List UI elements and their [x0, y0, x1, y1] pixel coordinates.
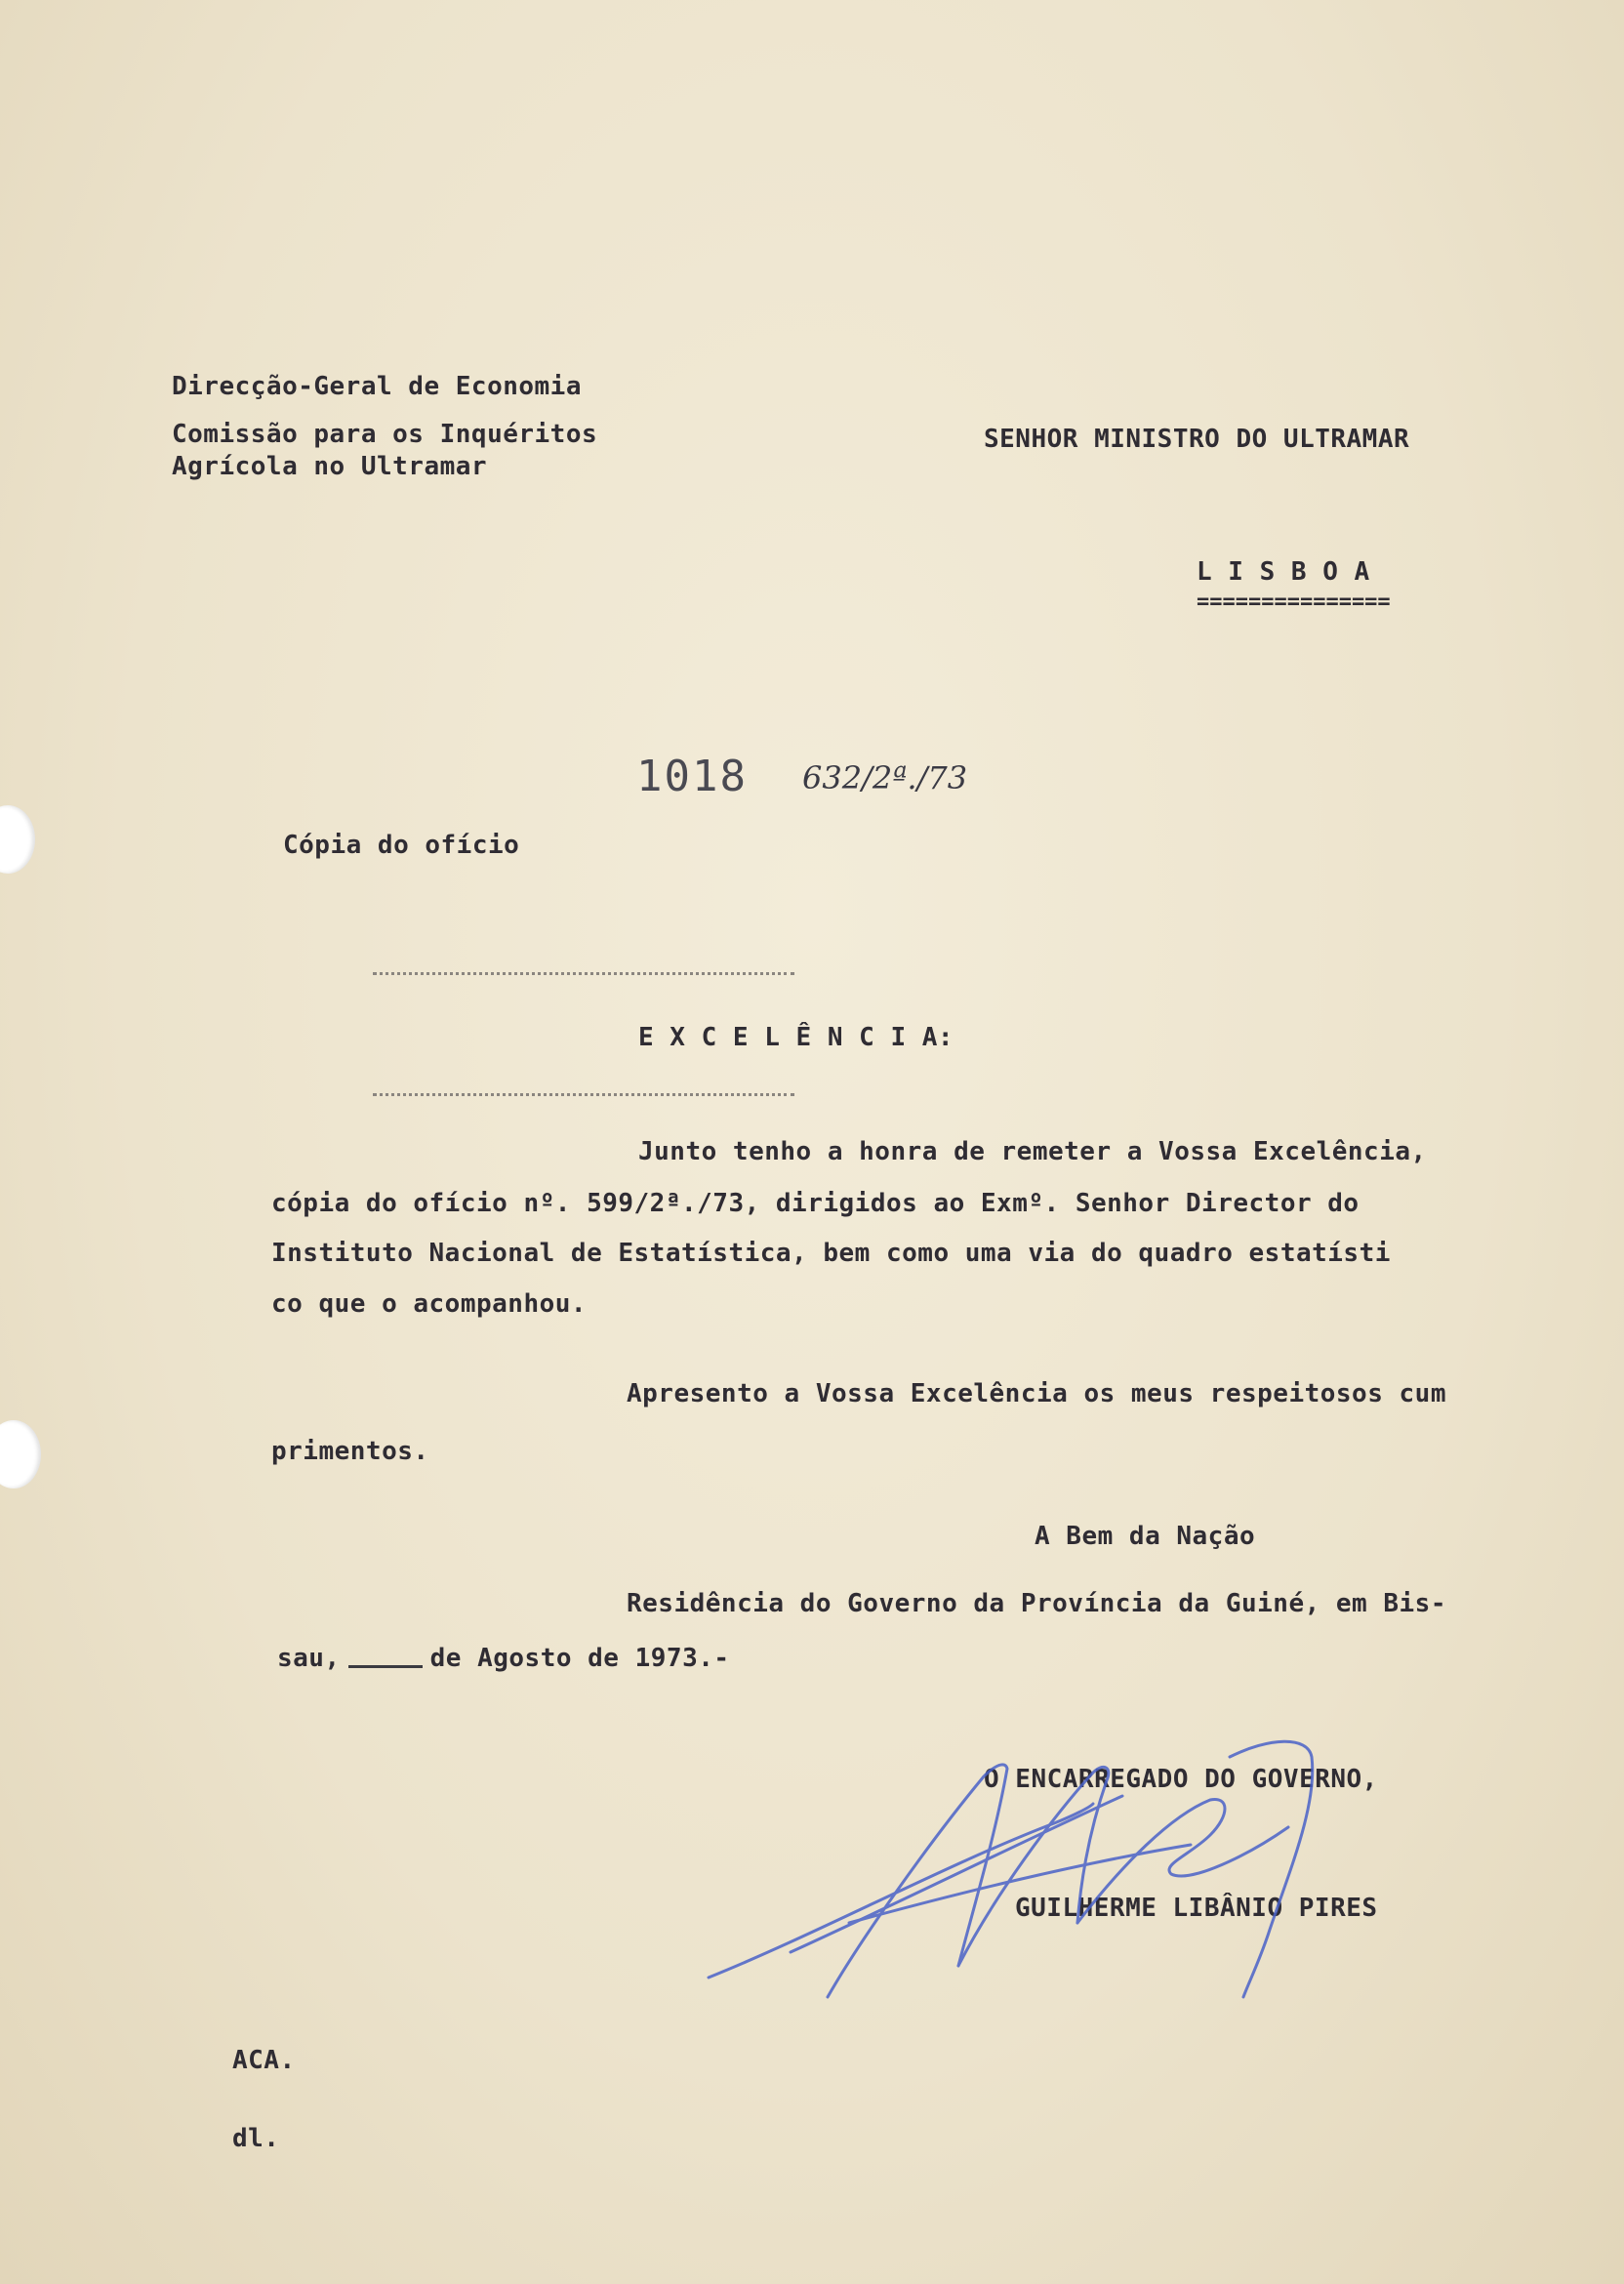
closing-place-pre: sau, [277, 1644, 341, 1673]
handwritten-signature [703, 1718, 1562, 2011]
sender-line-1: Direcção-Geral de Economia [172, 372, 582, 401]
punch-hole-top [0, 805, 35, 874]
punch-hole-bottom [0, 1420, 41, 1489]
stamp-number: 1018 [636, 752, 748, 801]
sender-line-3: Agrícola no Ultramar [172, 452, 488, 481]
signatory-name: GUILHERME LIBÂNIO PIRES [1015, 1894, 1378, 1923]
salutation: E X C E L Ê N C I A: [638, 1023, 954, 1052]
body-p1-line-2: cópia do ofício nº. 599/2ª./73, dirigidos ao Exmº. Senhor Director do [271, 1189, 1360, 1218]
body-p1-line-3: Instituto Nacional de Estatística, bem como uma via do quadro estatísti [271, 1239, 1391, 1268]
body-p2-line-1: Apresento a Vossa Excelência os meus respeitosos cum [627, 1379, 1446, 1408]
date-blank-line [348, 1665, 423, 1668]
dotted-separator-1 [373, 972, 794, 975]
initials-line-2: dl. [232, 2124, 280, 2153]
recipient-title: SENHOR MINISTRO DO ULTRAMAR [984, 425, 1410, 454]
signatory-role: O ENCARREGADO DO GOVERNO, [984, 1765, 1378, 1794]
recipient-city: L I S B O A [1197, 557, 1370, 587]
body-p1-line-4: co que o acompanhou. [271, 1289, 588, 1319]
body-p1-line-1: Junto tenho a honra de remeter a Vossa Excelência, [638, 1137, 1427, 1166]
initials-line-1: ACA. [232, 2046, 296, 2075]
closing-motto: A Bem da Nação [1035, 1522, 1256, 1551]
recipient-city-underline: =============== [1197, 590, 1391, 614]
closing-place-post: de Agosto de 1973.- [429, 1644, 730, 1673]
handwritten-reference: 632/2ª./73 [802, 759, 968, 796]
sender-line-2: Comissão para os Inquéritos [172, 420, 598, 449]
subject-line: Cópia do ofício [283, 831, 520, 860]
body-p2-line-2: primentos. [271, 1437, 429, 1466]
closing-place-line-1: Residência do Governo da Província da Guiné, em Bis- [627, 1589, 1446, 1618]
closing-place-line-2 [277, 1646, 730, 1671]
dotted-separator-2 [373, 1093, 794, 1096]
